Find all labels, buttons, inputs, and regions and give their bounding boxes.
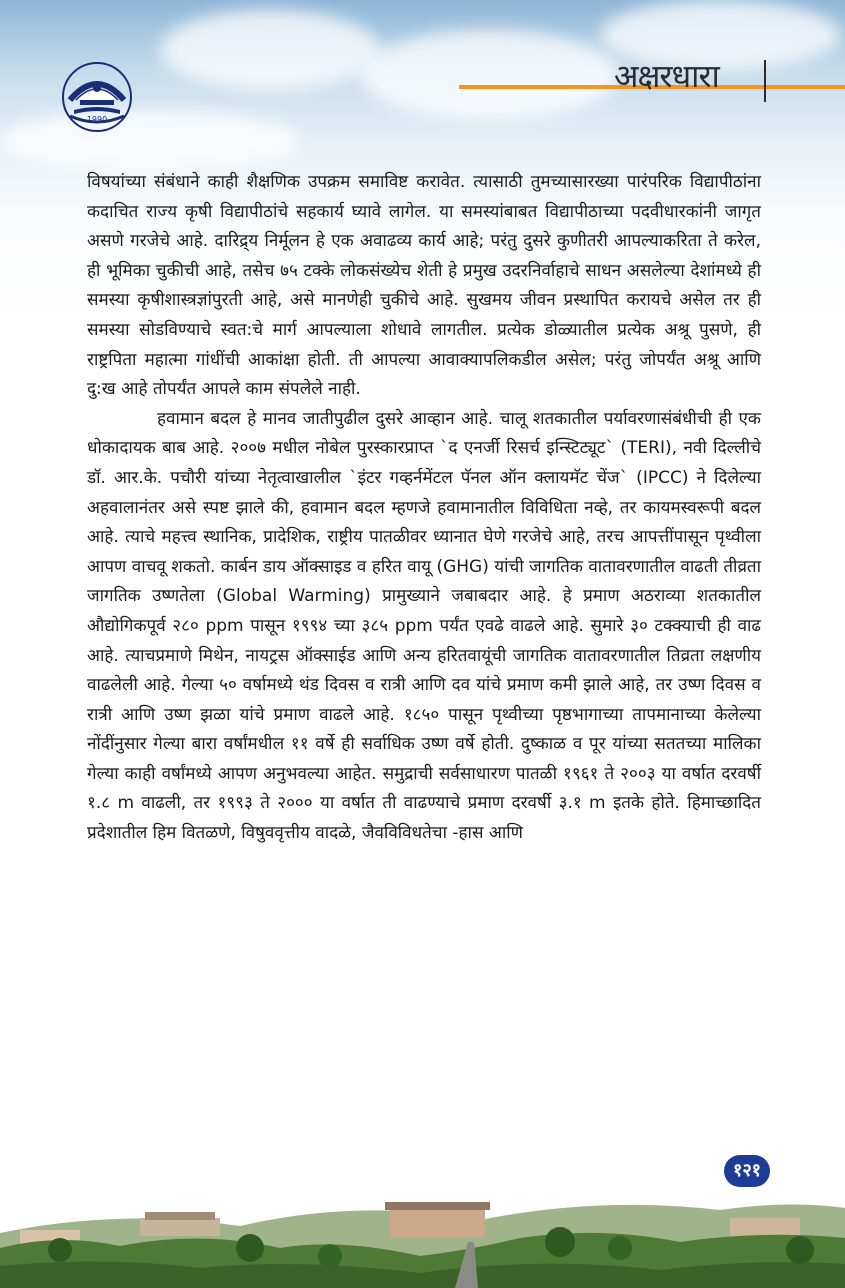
page-number-badge: १२१ bbox=[724, 1155, 770, 1187]
sky-cloud bbox=[160, 10, 380, 90]
paragraph-1: विषयांच्या संबंधाने काही शैक्षणिक उपक्रम समाविष्ट करावेत. त्यासाठी तुमच्यासारख्या पारंपरिक विद्यापीठांना कदाचित राज्य कृषी विद्यापीठांचे सहकार्य घ्यावे लागेल. या समस्यांबाबत विद्यापीठाच्या पदवीधारकांनी जागृत असणे गरजेचे आहे. दारिद्र्य निर्मूलन हे एक अवाढव्य कार्य आहे; परंतु दुसरे कुणीतरी आपल्याकरिता ते करेल, ही भूमिका चुकीची आहे, तसेच ७५ टक्के लोकसंख्येच शेती हे प्रमुख उदरनिर्वाहाचे साधन असलेल्या देशांमध्ये ही समस्या कृषीशास्त्रज्ञांपुरती आहे, असे मानणेही चुकीचे आहे. सुखमय जीवन प्रस्थापित करायचे असेल तर ही समस्या सोडविण्याचे स्वत:चे मार्ग आपल्याला शोधावे लागतील. प्रत्येक डोळ्यातील प्रत्येक अश्रू पुसणे, ही राष्ट्रपिता महात्मा गांधींची आकांक्षा होती. ती आपल्या आवाक्यापलिकडील असेल; परंतु जोपर्यंत अश्रू आणि दु:ख आहे तोपर्यंत आपले काम संपलेले नाही. bbox=[87, 172, 761, 400]
sky-cloud bbox=[0, 110, 300, 170]
sky-cloud bbox=[360, 30, 620, 120]
article-body bbox=[87, 168, 761, 849]
title-bar bbox=[764, 60, 766, 102]
magazine-title bbox=[614, 56, 762, 100]
magazine-title-text: अक्षरधारा bbox=[614, 57, 719, 95]
logo-year: 1990 bbox=[86, 115, 108, 124]
campus-landscape-image bbox=[0, 1138, 845, 1288]
paragraph-2: हवामान बदल हे मानव जातीपुढील दुसरे आव्हान आहे. चालू शतकातील पर्यावरणासंबंधीची ही एक धोकादायक बाब आहे. २००७ मधील नोबेल पुरस्कारप्राप्त `द एनर्जी रिसर्च इन्स्टिट्यूट` (TERI), नवी दिल्लीचे डॉ. आर.के. पचौरी यांच्या नेतृत्वाखालील `इंटर गव्हर्नमेंटल पॅनल ऑन क्लायमॅट चेंज` (IPCC) ने दिलेल्या अहवालानंतर असे स्पष्ट झाले की, हवामान बदल म्हणजे हवामानातील विविधिता नव्हे, तर कायमस्वरूपी बदल आहे. त्याचे महत्त्व स्थानिक, प्रादेशिक, राष्ट्रीय पातळीवर ध्यानात घेणे गरजेचे आहे, तरच आपत्तींपासून पृथ्वीला आपण वाचवू शकतो. कार्बन डाय ऑक्साइड व हरित वायू (GHG) यांची जागतिक वातावरणातील वाढती तीव्रता जागतिक उष्णतेला (Global Warming) प्रामुख्याने जबाबदार आहे. हे प्रमाण अठराव्या शतकातील औद्योगिकपूर्व २८० ppm पासून १९९४ च्या ३८५ ppm पर्यंत एवढे वाढले आहे. सुमारे ३० टक्क्याची ही वाढ आहे. त्याचप्रमाणे मिथेन, नायट्रस ऑक्साईड आणि अन्य हरितवायूंची जागतिक वातावरणातील तिव्रता लक्षणीय वाढलेली आहे. गेल्या ५० वर्षामध्ये थंड दिवस व रात्री आणि दव यांचे प्रमाण कमी झाले आहे, तर उष्ण दिवस व रात्री आणि उष्ण झळा यांचे प्रमाण वाढले आहे. १८५० पासून पृथ्वीच्या पृष्ठभागाच्या तापमानाच्या केलेल्या नोंदींनुसार गेल्या बारा वर्षांमधील ११ वर्षे ही सर्वाधिक उष्ण वर्षे होती. दुष्काळ व पूर यांच्या सततच्या मालिका गेल्या काही वर्षांमध्ये आपण अनुभवल्या आहेत. समुद्राची सर्वसाधारण पातळी १९६१ ते २००३ या वर्षात दरवर्षी १.८ m वाढली, तर १९९३ ते २००० या वर्षात ती वाढण्याचे प्रमाण दरवर्षी ३.१ m इतके होते. हिमाच्छादित प्रदेशातील हिम वितळणे, विषुववृत्तीय वादळे, जैवविविधतेचा -हास आणि bbox=[87, 408, 761, 844]
university-logo bbox=[60, 60, 134, 134]
